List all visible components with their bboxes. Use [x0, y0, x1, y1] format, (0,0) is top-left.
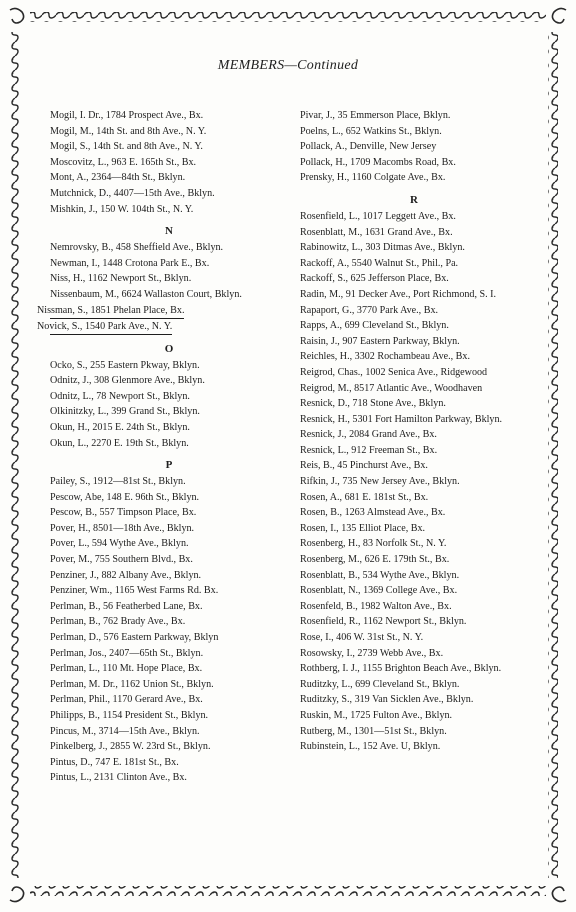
member-entry: Pescow, Abe, 148 E. 96th St., Bklyn.: [50, 491, 200, 503]
member-entry: Pintus, D., 747 E. 181st St., Bx.: [50, 756, 179, 768]
page-title: MEMBERS—Continued: [217, 58, 359, 73]
member-entry: Nissenbaum, M., 6624 Wallaston Court, Bklyn.: [50, 288, 242, 300]
section-letter: P: [165, 459, 173, 472]
member-entry: Ocko, S., 255 Eastern Pkway, Bklyn.: [50, 359, 200, 371]
member-entry: Penziner, Wm., 1165 West Farms Rd. Bx.: [50, 585, 219, 597]
member-entry: Prensky, H., 1160 Colgate Ave., Bx.: [300, 172, 446, 184]
member-entry: Raisin, J., 907 Eastern Parkway, Bklyn.: [300, 335, 460, 347]
member-entry: Pover, M., 755 Southern Blvd., Bx.: [50, 554, 193, 566]
member-entry: Rubinstein, L., 152 Ave. U, Bklyn.: [300, 741, 441, 753]
member-entry: Mont, A., 2364—84th St., Bklyn.: [50, 172, 186, 184]
member-entry: Mishkin, J., 150 W. 104th St., N. Y.: [50, 203, 194, 215]
member-entry: Rosenblatt, N., 1369 College Ave., Bx.: [300, 585, 458, 597]
underlined-entry-text: Novick, S., 1540 Park Ave., N. Y.: [50, 320, 172, 335]
member-entry: Perlman, Phil., 1170 Gerard Ave., Bx.: [50, 694, 203, 706]
member-entry: [37, 303, 288, 319]
member-entry: Olkinitzky, L., 399 Grand St., Bklyn.: [50, 406, 200, 418]
member-entry: Rothberg, I. J., 1155 Brighton Beach Ave., Bklyn.: [300, 663, 502, 675]
member-entry: Perlman, B., 56 Featherbed Lane, Bx.: [50, 600, 203, 612]
member-entry: Pivar, J., 35 Emmerson Place, Bklyn.: [300, 110, 451, 121]
member-entry: Rosenblatt, B., 534 Wythe Ave., Bklyn.: [300, 569, 460, 581]
member-entry: Perlman, L., 110 Mt. Hope Place, Bx.: [50, 663, 203, 675]
member-entry: Mogil, I. Dr., 1784 Prospect Ave., Bx.: [50, 110, 204, 121]
member-entry: Ruditzky, S., 319 Van Sicklen Ave., Bklyn.: [300, 694, 474, 706]
member-entry: Poelns, L., 652 Watkins St., Bklyn.: [300, 125, 442, 137]
member-entry: Rosenfield, R., 1162 Newport St., Bklyn.: [300, 616, 467, 628]
member-entry: Niss, H., 1162 Newport St., Bklyn.: [50, 273, 192, 285]
member-entry: Rutberg, M., 1301—51st St., Bklyn.: [300, 725, 447, 737]
member-entry: Rose, I., 406 W. 31st St., N. Y.: [300, 632, 424, 643]
member-entry: Resnick, L., 912 Freeman St., Bx.: [300, 444, 438, 456]
member-entry: Reis, B., 45 Pinchurst Ave., Bx.: [300, 460, 428, 472]
member-entry: Perlman, B., 762 Brady Ave., Bx.: [50, 616, 186, 628]
member-entry: Reichles, H., 3302 Rochambeau Ave., Bx.: [300, 351, 470, 363]
member-entry: Perlman, M. Dr., 1162 Union St., Bklyn.: [50, 678, 214, 690]
member-entry: Rosowsky, I., 2739 Webb Ave., Bx.: [300, 647, 444, 659]
member-entry: Rapps, A., 699 Cleveland St., Bklyn.: [300, 320, 449, 332]
section-letter: O: [164, 342, 174, 355]
member-entry: Rosenblatt, M., 1631 Grand Ave., Bx.: [300, 226, 453, 238]
member-entry: Odnitz, L., 78 Newport St., Bklyn.: [50, 390, 190, 402]
member-entry: Perlman, D., 576 Eastern Parkway, Bklyn: [50, 632, 219, 644]
member-entry: Radin, M., 91 Decker Ave., Port Richmond, S. I.: [300, 288, 497, 300]
member-entry: Okun, L., 2270 E. 19th St., Bklyn.: [50, 437, 189, 449]
member-entry: Rifkin, J., 735 New Jersey Ave., Bklyn.: [300, 476, 460, 488]
section-letter: N: [165, 225, 173, 238]
member-entry: Pescow, B., 557 Timpson Place, Bx.: [50, 507, 197, 519]
member-entry: Rosenfield, L., 1017 Leggett Ave., Bx.: [300, 210, 456, 222]
member-entry: Pailey, S., 1912—81st St., Bklyn.: [50, 476, 186, 488]
section-letter: R: [410, 193, 418, 206]
member-entry: Rosen, I., 135 Elliot Place, Bx.: [300, 522, 426, 534]
member-entry: Perlman, Jos., 2407—65th St., Bklyn.: [50, 647, 204, 659]
left-column: [37, 108, 288, 786]
member-entry: Resnick, J., 2084 Grand Ave., Bx.: [300, 429, 437, 441]
member-entry: Rosenberg, H., 83 Norfolk St., N. Y.: [300, 538, 447, 550]
member-entry: Reigrod, M., 8517 Atlantic Ave., Woodhaven: [300, 382, 483, 394]
member-entry: Reigrod, Chas., 1002 Senica Ave., Ridgewood: [300, 366, 488, 378]
member-entry: Odnitz, J., 308 Glenmore Ave., Bklyn.: [50, 375, 205, 387]
member-entry: Rackoff, S., 625 Jefferson Place, Bx.: [300, 273, 449, 285]
member-entry: Moscovitz, L., 963 E. 165th St., Bx.: [50, 156, 197, 168]
member-entry: Rabinowitz, L., 303 Ditmas Ave., Bklyn.: [300, 242, 465, 254]
member-entry: Penziner, J., 882 Albany Ave., Bklyn.: [50, 569, 202, 581]
member-entry: Mogil, M., 14th St. and 8th Ave., N. Y.: [50, 125, 207, 137]
member-entry: Rosenfeld, B., 1982 Walton Ave., Bx.: [300, 600, 452, 612]
member-entry: Pollack, A., Denville, New Jersey: [300, 141, 437, 153]
member-entry: Rosenberg, M., 626 E. 179th St., Bx.: [300, 554, 450, 566]
underlined-entry-text: Nissman, S., 1851 Phelan Place, Bx.: [50, 304, 184, 319]
member-entry: Pintus, L., 2131 Clinton Ave., Bx.: [50, 772, 187, 784]
right-column: [300, 108, 528, 755]
member-entry: Pover, L., 594 Wythe Ave., Bklyn.: [50, 538, 189, 550]
member-entry: Rosen, A., 681 E. 181st St., Bx.: [300, 491, 429, 503]
member-entry: Pinkelberg, J., 2855 W. 23rd St., Bklyn.: [50, 741, 211, 753]
member-entry: Newman, I., 1448 Crotona Park E., Bx.: [50, 257, 210, 269]
member-entry: Ruditzky, L., 699 Cleveland St., Bklyn.: [300, 678, 460, 690]
member-entry: [37, 319, 288, 335]
member-entry: Pover, H., 8501—18th Ave., Bklyn.: [50, 522, 195, 534]
member-entry: Nemrovsky, B., 458 Sheffield Ave., Bklyn.: [50, 242, 224, 254]
member-entry: Rackoff, A., 5540 Walnut St., Phil., Pa.: [300, 257, 459, 269]
member-entry: Mutchnick, D., 4407—15th Ave., Bklyn.: [50, 187, 215, 199]
member-entry: Philipps, B., 1154 President St., Bklyn.: [50, 710, 209, 721]
member-entry: Resnick, D., 718 Stone Ave., Bklyn.: [300, 398, 446, 410]
member-entry: Okun, H., 2015 E. 24th St., Bklyn.: [50, 421, 190, 433]
member-entry: Rosen, B., 1263 Almstead Ave., Bx.: [300, 507, 446, 519]
member-entry: Resnick, H., 5301 Fort Hamilton Parkway, Bklyn.: [300, 413, 503, 425]
member-entry: Pincus, M., 3714—15th Ave., Bklyn.: [50, 725, 200, 737]
member-entry: Mogil, S., 14th St. and 8th Ave., N. Y.: [50, 141, 203, 153]
member-entry: Pollack, H., 1709 Macombs Road, Bx.: [300, 156, 456, 168]
member-entry: Rapaport, G., 3770 Park Ave., Bx.: [300, 304, 439, 316]
member-entry: Ruskin, M., 1725 Fulton Ave., Bklyn.: [300, 709, 453, 721]
